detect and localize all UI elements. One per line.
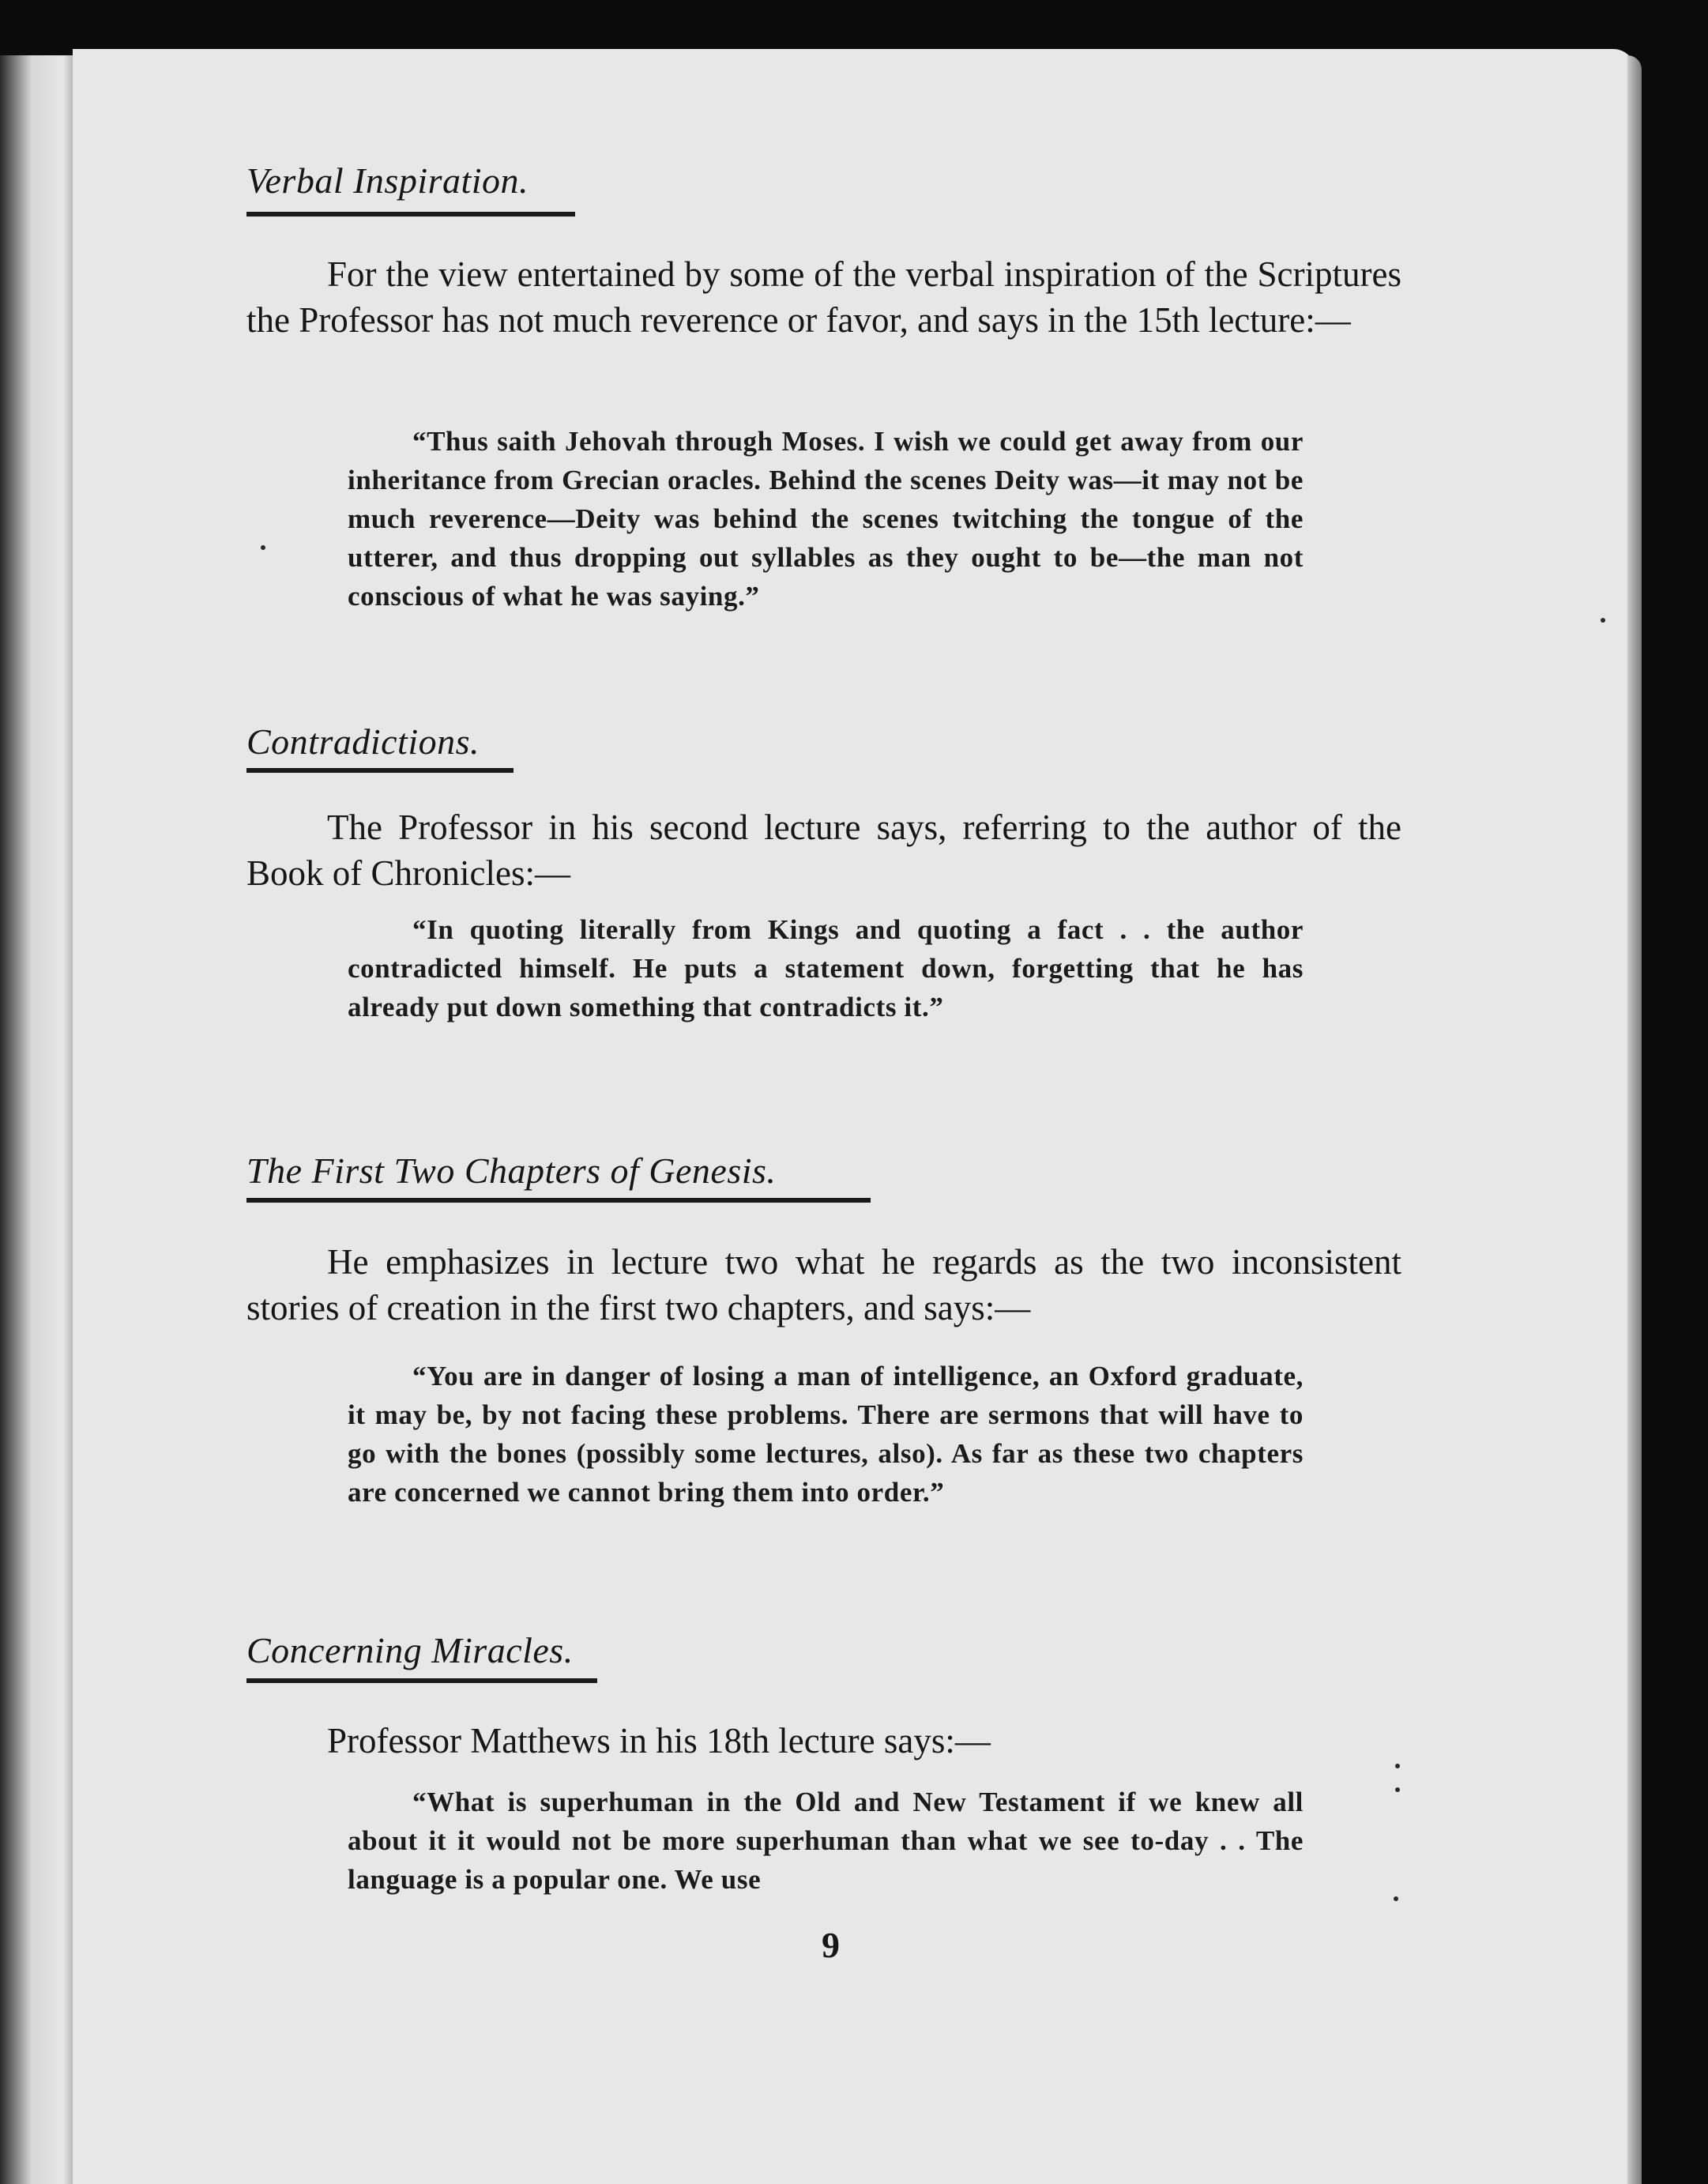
heading-underline [246,212,575,217]
section-heading-contradictions: Contradictions. [246,721,480,762]
section-intro-paragraph: The Professor in his second lecture says, referring to the author of the Book of Chronicles:— [246,808,1401,893]
section-intro-paragraph: Professor Matthews in his 18th lecture says:— [327,1721,991,1760]
block-quote: “In quoting literally from Kings and quoting a fact . . the author contradicted himself. He puts a statement down, forgetting that he has already put down something that contradicts it.” [348,914,1304,1022]
section-heading-verbal-inspiration: Verbal Inspiration. [246,160,529,201]
scan-speck [261,545,265,550]
section-heading-genesis: The First Two Chapters of Genesis. [246,1150,777,1191]
section-intro-paragraph: For the view entertained by some of the verbal inspiration of the Scriptures the Professor has not much reverence or favor, and says in the 15th lecture:— [246,254,1401,340]
heading-underline [246,1198,871,1203]
heading-underline [246,768,514,773]
section-intro-paragraph: He emphasizes in lecture two what he regards as the two inconsistent stories of creation in the first two chapters, and says:— [246,1242,1401,1327]
section-heading-miracles: Concerning Miracles. [246,1630,574,1670]
scan-speck [1601,618,1605,623]
block-quote: “Thus saith Jehovah through Moses. I wish we could get away from our inheritance from Grecian oracles. Behind the scenes Deity was—it may not be much reverence—Deity was behind the scenes twitching the tongue of the utterer, and thus dropping out syllables as they ought to be—the man not conscious of what he was saying.” [348,426,1304,612]
page-number: 9 [822,1925,840,1965]
heading-underline [246,1678,597,1683]
block-quote: “You are in danger of losing a man of intelligence, an Oxford graduate, it may be, by not facing these problems. There are sermons that will have to go with the bones (possibly some lectures, also). As far as these two chapters are concerned we cannot bring them into order.” [348,1361,1304,1508]
scan-speck [1395,1764,1400,1768]
scan-speck [1394,1896,1398,1901]
scan-speck [1395,1787,1400,1792]
block-quote: “What is superhuman in the Old and New Testament if we knew all about it it would not be more superhuman than what we see to-day . . The language is a popular one. We use [348,1787,1304,1895]
